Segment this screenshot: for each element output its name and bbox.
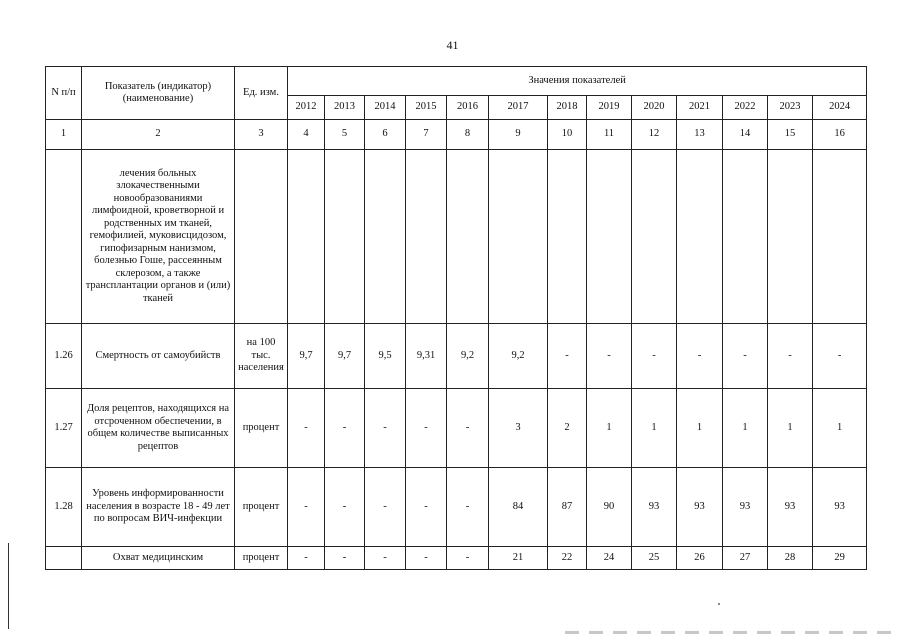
header-num: N п/п	[46, 67, 82, 120]
column-number: 4	[288, 120, 325, 150]
value-cell: -	[325, 468, 365, 547]
value-cell: 9,31	[406, 324, 447, 389]
value-cell	[768, 150, 813, 324]
value-cell: 3	[489, 389, 548, 468]
value-cell: -	[447, 468, 489, 547]
value-cell: 2	[548, 389, 587, 468]
value-cell: -	[288, 468, 325, 547]
unit-of-measure	[235, 150, 288, 324]
year-header-2017: 2017	[489, 96, 548, 120]
value-cell: -	[288, 547, 325, 570]
column-number: 14	[723, 120, 768, 150]
year-header-2014: 2014	[365, 96, 406, 120]
page-number: 41	[446, 38, 459, 52]
table-row	[46, 547, 867, 570]
column-number-row	[46, 120, 867, 150]
value-cell: 93	[723, 468, 768, 547]
table-row	[46, 468, 867, 547]
value-cell	[723, 150, 768, 324]
header-unit: Ед. изм.	[235, 67, 288, 120]
value-cell	[587, 150, 632, 324]
row-number	[46, 547, 82, 570]
value-cell: 21	[489, 547, 548, 570]
value-cell: 1	[677, 389, 723, 468]
value-cell: 9,5	[365, 324, 406, 389]
year-header-2012: 2012	[288, 96, 325, 120]
value-cell: 1	[632, 389, 677, 468]
value-cell: 93	[768, 468, 813, 547]
value-cell: -	[406, 389, 447, 468]
value-cell: -	[587, 324, 632, 389]
value-cell: -	[723, 324, 768, 389]
indicator-name: Смертность от самоубийств	[82, 324, 235, 389]
value-cell	[489, 150, 548, 324]
year-header-2023: 2023	[768, 96, 813, 120]
value-cell: -	[447, 547, 489, 570]
value-cell: 1	[587, 389, 632, 468]
column-number: 3	[235, 120, 288, 150]
header-values: Значения показателей	[288, 67, 867, 96]
scan-margin-line	[8, 543, 9, 629]
value-cell	[677, 150, 723, 324]
value-cell: 93	[632, 468, 677, 547]
indicators-table	[45, 66, 867, 570]
unit-of-measure: процент	[235, 547, 288, 570]
year-header-2021: 2021	[677, 96, 723, 120]
value-cell: 9,7	[325, 324, 365, 389]
column-number: 11	[587, 120, 632, 150]
column-number: 12	[632, 120, 677, 150]
value-cell: -	[325, 389, 365, 468]
value-cell: 87	[548, 468, 587, 547]
value-cell: -	[632, 324, 677, 389]
indicator-name: Доля рецептов, находящихся на отсроченном обеспечении, в общем количестве выписанных рецептов	[82, 389, 235, 468]
value-cell: 28	[768, 547, 813, 570]
value-cell: 27	[723, 547, 768, 570]
value-cell: 1	[768, 389, 813, 468]
year-header-2019: 2019	[587, 96, 632, 120]
row-number	[46, 150, 82, 324]
value-cell: 90	[587, 468, 632, 547]
column-number: 13	[677, 120, 723, 150]
value-cell: -	[325, 547, 365, 570]
year-header-2016: 2016	[447, 96, 489, 120]
value-cell: -	[365, 547, 406, 570]
value-cell	[325, 150, 365, 324]
header-indicator: Показатель (индикатор) (наименование)	[82, 67, 235, 120]
value-cell: 9,2	[489, 324, 548, 389]
column-number: 2	[82, 120, 235, 150]
value-cell: -	[365, 389, 406, 468]
year-header-2020: 2020	[632, 96, 677, 120]
value-cell: 22	[548, 547, 587, 570]
value-cell: -	[365, 468, 406, 547]
value-cell: 93	[677, 468, 723, 547]
scan-speck	[718, 603, 720, 605]
column-number: 9	[489, 120, 548, 150]
table-row	[46, 150, 867, 324]
table-row	[46, 324, 867, 389]
year-header-2013: 2013	[325, 96, 365, 120]
indicator-name: лечения больных злокачественными новообразованиями лимфоидной, кроветворной и родственных им тканей, гемофилией, муковисцидозом, гипофизарным нанизмом, болезнью Гоше, рассеянным склерозом, а также трансплантации органов и (или) тканей	[82, 150, 235, 324]
column-number: 5	[325, 120, 365, 150]
column-number: 10	[548, 120, 587, 150]
row-number: 1.26	[46, 324, 82, 389]
indicator-name: Охват медицинским	[82, 547, 235, 570]
value-cell: 25	[632, 547, 677, 570]
row-number: 1.28	[46, 468, 82, 547]
header-row	[46, 67, 867, 96]
value-cell	[632, 150, 677, 324]
scan-artifact-marks	[565, 631, 895, 634]
unit-of-measure: процент	[235, 389, 288, 468]
year-header-2022: 2022	[723, 96, 768, 120]
column-number: 15	[768, 120, 813, 150]
value-cell: -	[288, 389, 325, 468]
year-header-2024: 2024	[813, 96, 867, 120]
year-header-2018: 2018	[548, 96, 587, 120]
value-cell: -	[768, 324, 813, 389]
row-number: 1.27	[46, 389, 82, 468]
value-cell: 26	[677, 547, 723, 570]
value-cell: -	[447, 389, 489, 468]
value-cell: -	[406, 547, 447, 570]
value-cell	[447, 150, 489, 324]
value-cell: -	[813, 324, 867, 389]
value-cell	[548, 150, 587, 324]
value-cell: -	[548, 324, 587, 389]
year-header-2015: 2015	[406, 96, 447, 120]
value-cell	[813, 150, 867, 324]
column-number: 6	[365, 120, 406, 150]
indicator-name: Уровень информированности населения в возрасте 18 - 49 лет по вопросам ВИЧ-инфекции	[82, 468, 235, 547]
column-number: 16	[813, 120, 867, 150]
value-cell: 84	[489, 468, 548, 547]
unit-of-measure: на 100 тыс. населения	[235, 324, 288, 389]
value-cell: 29	[813, 547, 867, 570]
value-cell: 1	[723, 389, 768, 468]
column-number: 7	[406, 120, 447, 150]
column-number: 8	[447, 120, 489, 150]
value-cell: -	[677, 324, 723, 389]
column-number: 1	[46, 120, 82, 150]
value-cell	[406, 150, 447, 324]
value-cell: 9,7	[288, 324, 325, 389]
value-cell	[365, 150, 406, 324]
value-cell: 1	[813, 389, 867, 468]
value-cell: -	[406, 468, 447, 547]
value-cell: 24	[587, 547, 632, 570]
value-cell: 93	[813, 468, 867, 547]
value-cell	[288, 150, 325, 324]
unit-of-measure: процент	[235, 468, 288, 547]
table-row	[46, 389, 867, 468]
value-cell: 9,2	[447, 324, 489, 389]
